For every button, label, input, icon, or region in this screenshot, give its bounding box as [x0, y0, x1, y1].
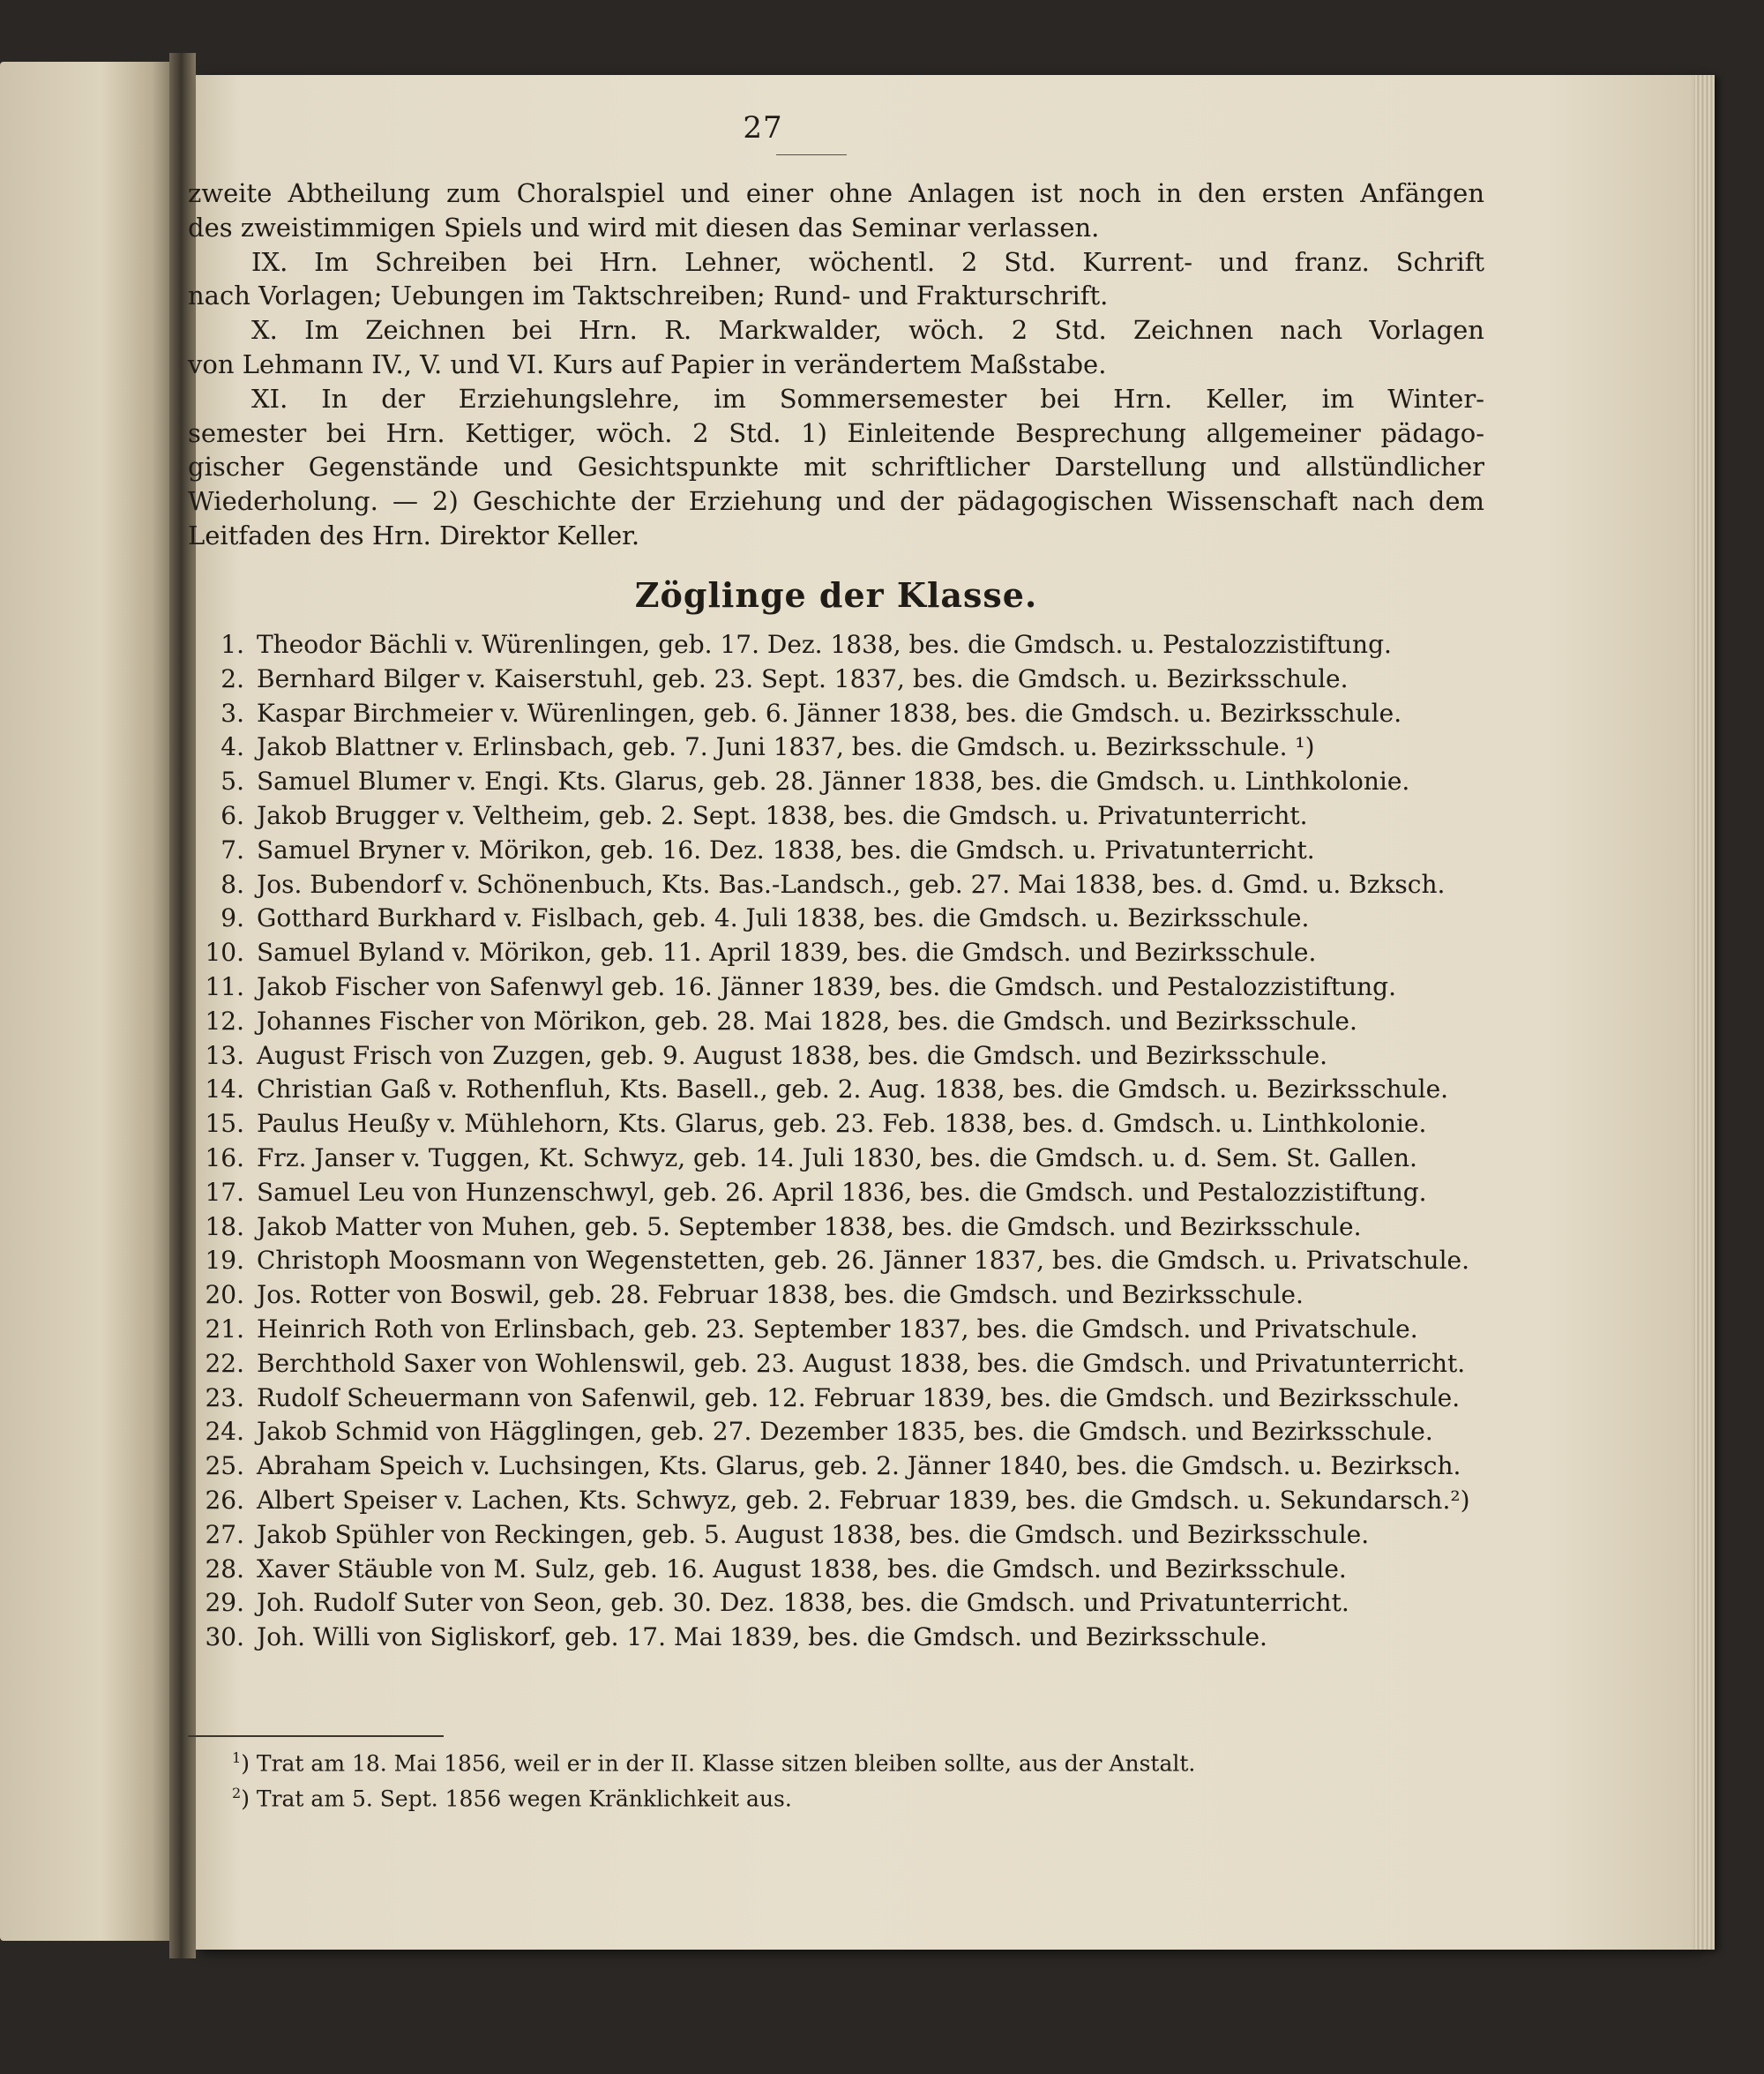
- student-text: Jakob Spühler von Reckingen, geb. 5. August 1838, bes. die Gmdsch. und Bezirksschule.: [257, 1519, 1370, 1549]
- student-text: Samuel Blumer v. Engi. Kts. Glarus, geb. 28. Jänner 1838, bes. die Gmdsch. u. Linthkolonie.: [257, 767, 1410, 797]
- student-number: 5.: [220, 767, 244, 797]
- student-number: 20.: [205, 1280, 244, 1310]
- student-text: Berchthold Saxer von Wohlenswil, geb. 23. August 1838, bes. die Gmdsch. und Privatunterricht.: [257, 1348, 1466, 1378]
- student-text: Abraham Speich v. Luchsingen, Kts. Glarus, geb. 2. Jänner 1840, bes. die Gmdsch. u. Bezirksch.: [257, 1451, 1461, 1481]
- student-list: [188, 628, 1484, 1655]
- student-number: 12.: [205, 1006, 244, 1036]
- student-number: 30.: [205, 1622, 244, 1652]
- page-number: 27: [743, 110, 783, 146]
- student-entry: [188, 1518, 1484, 1553]
- student-text: Xaver Stäuble von M. Sulz, geb. 16. August 1838, bes. die Gmdsch. und Bezirksschule.: [257, 1554, 1347, 1584]
- student-entry: [188, 1039, 1484, 1074]
- student-entry: [188, 1210, 1484, 1245]
- student-text: Kaspar Birchmeier v. Würenlingen, geb. 6. Jänner 1838, bes. die Gmdsch. u. Bezirksschule.: [257, 698, 1402, 728]
- text-line: des zweistimmigen Spiels und wird mit diesen das Seminar verlassen.: [188, 212, 1100, 243]
- student-entry: [188, 1244, 1484, 1278]
- student-number: 14.: [205, 1074, 244, 1104]
- student-number: 13.: [205, 1040, 244, 1070]
- student-text: Samuel Byland v. Mörikon, geb. 11. April 1839, bes. die Gmdsch. und Bezirksschule.: [257, 938, 1317, 968]
- student-text: Jos. Rotter von Boswil, geb. 28. Februar 1838, bes. die Gmdsch. und Bezirksschule.: [257, 1280, 1304, 1310]
- student-text: August Frisch von Zuzgen, geb. 9. August 1838, bes. die Gmdsch. und Bezirksschule.: [257, 1040, 1328, 1070]
- student-text: Christian Gaß v. Rothenfluh, Kts. Basell., geb. 2. Aug. 1838, bes. die Gmdsch. u. Bezirksschule.: [257, 1074, 1449, 1104]
- footnote-mark: 2: [232, 1785, 242, 1802]
- student-number: 25.: [205, 1451, 244, 1481]
- section-heading: Zöglinge der Klasse.: [634, 575, 1038, 615]
- student-text: Christoph Moosmann von Wegenstetten, geb. 26. Jänner 1837, bes. die Gmdsch. u. Privatschule.: [257, 1246, 1470, 1276]
- footnote-mark: 1: [232, 1749, 242, 1766]
- student-text: Bernhard Bilger v. Kaiserstuhl, geb. 23. Sept. 1837, bes. die Gmdsch. u. Bezirksschule.: [257, 663, 1349, 693]
- student-text: Jakob Blattner v. Erlinsbach, geb. 7. Juni 1837, bes. die Gmdsch. u. Bezirksschule. ¹): [257, 732, 1315, 762]
- student-text: Albert Speiser v. Lachen, Kts. Schwyz, geb. 2. Februar 1839, bes. die Gmdsch. u. Sekundarsch.²): [257, 1485, 1470, 1515]
- student-entry: [188, 663, 1484, 697]
- student-text: Theodor Bächli v. Würenlingen, geb. 17. Dez. 1838, bes. die Gmdsch. u. Pestalozzistiftung.: [257, 630, 1392, 659]
- student-number: 27.: [205, 1519, 244, 1549]
- student-entry: [188, 936, 1484, 970]
- footnote-text: ) Trat am 5. Sept. 1856 wegen Kränklichkeit aus.: [241, 1786, 792, 1812]
- student-entry: [188, 834, 1484, 868]
- student-text: Jakob Fischer von Safenwyl geb. 16. Jänner 1839, bes. die Gmdsch. und Pestalozzistiftung.: [257, 971, 1396, 1001]
- student-number: 19.: [205, 1246, 244, 1276]
- footnotes: [232, 1743, 1379, 1815]
- student-entry: [188, 730, 1484, 765]
- student-number: 6.: [220, 800, 244, 830]
- student-entry: [188, 1176, 1484, 1210]
- student-number: 17.: [205, 1177, 244, 1207]
- student-number: 4.: [220, 732, 244, 762]
- student-entry: [188, 1313, 1484, 1347]
- student-number: 11.: [205, 971, 244, 1001]
- text-line: Leitfaden des Hrn. Direktor Keller.: [188, 520, 640, 550]
- student-entry: [188, 1347, 1484, 1381]
- text-line: zweite Abtheilung zum Choralspiel und einer ohne Anlagen ist noch in den ersten Anfängen: [188, 178, 1484, 208]
- student-entry: [188, 1278, 1484, 1313]
- page-number-rule: [776, 154, 847, 155]
- student-entry: [188, 868, 1484, 902]
- student-entry: [188, 1381, 1484, 1416]
- student-entry: [188, 1586, 1484, 1621]
- student-number: 26.: [205, 1485, 244, 1515]
- student-text: Frz. Janser v. Tuggen, Kt. Schwyz, geb. 14. Juli 1830, bes. die Gmdsch. u. d. Sem. St. Gallen.: [257, 1142, 1417, 1172]
- student-entry: [188, 697, 1484, 731]
- student-entry: [188, 970, 1484, 1005]
- left-page-edge: [0, 62, 169, 1941]
- student-number: 23.: [205, 1382, 244, 1412]
- student-entry: [188, 1415, 1484, 1449]
- student-entry: [188, 1142, 1484, 1176]
- footnote: [232, 1743, 1379, 1778]
- student-entry: [188, 1621, 1484, 1655]
- student-number: 7.: [220, 835, 244, 865]
- student-text: Samuel Leu von Hunzenschwyl, geb. 26. April 1836, bes. die Gmdsch. und Pestalozzistiftung.: [257, 1177, 1427, 1207]
- student-number: 3.: [220, 698, 244, 728]
- student-entry: [188, 1005, 1484, 1039]
- student-number: 22.: [205, 1348, 244, 1378]
- student-text: Samuel Bryner v. Mörikon, geb. 16. Dez. 1838, bes. die Gmdsch. u. Privatunterricht.: [257, 835, 1315, 865]
- student-number: 21.: [205, 1314, 244, 1344]
- student-entry: [188, 628, 1484, 663]
- text-line: semester bei Hrn. Kettiger, wöch. 2 Std. 1) Einleitende Besprechung allgemeiner pädago-: [188, 417, 1484, 448]
- student-text: Johannes Fischer von Mörikon, geb. 28. Mai 1828, bes. die Gmdsch. und Bezirksschule.: [257, 1006, 1357, 1036]
- text-line: Wiederholung. — 2) Geschichte der Erziehung und der pädagogischen Wissenschaft nach dem: [188, 486, 1484, 517]
- student-text: Joh. Rudolf Suter von Seon, geb. 30. Dez. 1838, bes. die Gmdsch. und Privatunterricht.: [257, 1588, 1349, 1618]
- student-number: 8.: [220, 869, 244, 899]
- student-number: 10.: [205, 938, 244, 968]
- student-entry: [188, 799, 1484, 834]
- student-text: Jakob Matter von Muhen, geb. 5. September 1838, bes. die Gmdsch. und Bezirksschule.: [257, 1211, 1362, 1241]
- student-entry: [188, 1449, 1484, 1484]
- text-line: X. Im Zeichnen bei Hrn. R. Markwalder, wöch. 2 Std. Zeichnen nach Vorlagen: [251, 315, 1484, 346]
- student-number: 29.: [205, 1588, 244, 1618]
- student-number: 18.: [205, 1211, 244, 1241]
- footnote: [232, 1778, 1379, 1814]
- student-text: Gotthard Burkhard v. Fislbach, geb. 4. Juli 1838, bes. die Gmdsch. u. Bezirksschule.: [257, 903, 1310, 933]
- text-line: von Lehmann IV., V. und VI. Kurs auf Papier in verändertem Maßstabe.: [188, 348, 1107, 379]
- footnote-rule: [188, 1735, 444, 1737]
- body-text: [188, 176, 1484, 553]
- student-number: 28.: [205, 1554, 244, 1584]
- student-entry: [188, 1107, 1484, 1142]
- student-entry: [188, 902, 1484, 936]
- student-text: Heinrich Roth von Erlinsbach, geb. 23. September 1837, bes. die Gmdsch. und Privatschule.: [257, 1314, 1418, 1344]
- student-number: 9.: [220, 903, 244, 933]
- text-line: XI. In der Erziehungslehre, im Sommersemester bei Hrn. Keller, im Winter-: [251, 383, 1484, 414]
- footnote-text: ) Trat am 18. Mai 1856, weil er in der II. Klasse sitzen bleiben sollte, aus der Anstalt.: [241, 1750, 1196, 1777]
- student-text: Paulus Heußy v. Mühlehorn, Kts. Glarus, geb. 23. Feb. 1838, bes. d. Gmdsch. u. Linthkolonie.: [257, 1109, 1427, 1139]
- text-line: gischer Gegenstände und Gesichtspunkte mit schriftlicher Darstellung und allstündlicher: [188, 452, 1484, 483]
- student-entry: [188, 765, 1484, 799]
- student-text: Jakob Brugger v. Veltheim, geb. 2. Sept. 1838, bes. die Gmdsch. u. Privatunterricht.: [257, 800, 1308, 830]
- text-line: IX. Im Schreiben bei Hrn. Lehner, wöchentl. 2 Std. Kurrent- und franz. Schrift: [251, 246, 1484, 277]
- page-stack-edge: [1695, 75, 1715, 1950]
- student-text: Joh. Willi von Sigliskorf, geb. 17. Mai 1839, bes. die Gmdsch. und Bezirksschule.: [257, 1622, 1267, 1652]
- student-number: 2.: [220, 663, 244, 693]
- text-line: nach Vorlagen; Uebungen im Taktschreiben; Rund- und Frakturschrift.: [188, 281, 1109, 311]
- student-text: Rudolf Scheuermann von Safenwil, geb. 12. Februar 1839, bes. die Gmdsch. und Bezirksschule.: [257, 1382, 1461, 1412]
- student-entry: [188, 1484, 1484, 1518]
- student-entry: [188, 1073, 1484, 1107]
- student-text: Jos. Bubendorf v. Schönenbuch, Kts. Bas.-Landsch., geb. 27. Mai 1838, bes. d. Gmd. u. Bzksch.: [257, 869, 1446, 899]
- student-number: 16.: [205, 1142, 244, 1172]
- student-text: Jakob Schmid von Hägglingen, geb. 27. Dezember 1835, bes. die Gmdsch. und Bezirksschule.: [257, 1417, 1433, 1447]
- student-number: 1.: [220, 630, 244, 659]
- student-number: 15.: [205, 1109, 244, 1139]
- student-entry: [188, 1553, 1484, 1587]
- student-number: 24.: [205, 1417, 244, 1447]
